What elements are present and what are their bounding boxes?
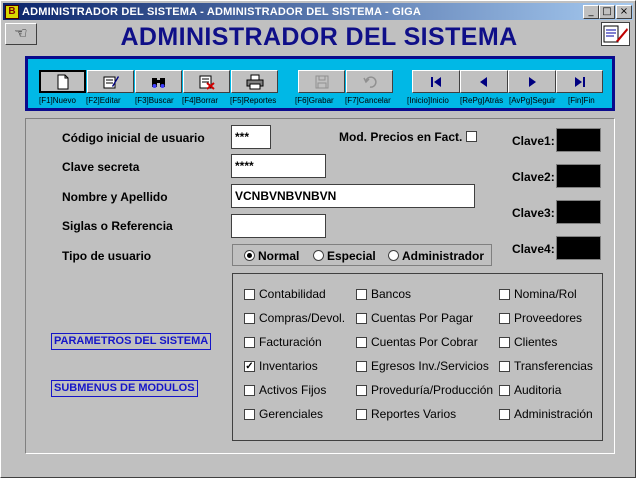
- borrar-label: [F4]Borrar: [182, 96, 219, 105]
- module-checkbox-inventarios[interactable]: ✓: [245, 361, 254, 372]
- last-record-icon: [572, 75, 588, 89]
- grabar-button[interactable]: [298, 70, 345, 93]
- parametros-sistema-button[interactable]: PARAMETROS DEL SISTEMA: [51, 333, 211, 350]
- buscar-label: [F3]Buscar: [135, 96, 174, 105]
- module-checkbox-reportes-varios[interactable]: [356, 409, 367, 420]
- module-label-auditoria: Auditoria: [514, 383, 562, 397]
- module-checkbox-contabilidad[interactable]: [244, 289, 255, 300]
- clave4-label: Clave4:: [512, 242, 555, 256]
- module-label-cuentas-por-pagar: Cuentas Por Pagar: [371, 311, 474, 325]
- delete-icon: [198, 74, 216, 90]
- module-checkbox-cuentas-por-pagar[interactable]: [356, 313, 367, 324]
- module-label-egresos: Egresos Inv./Servicios: [371, 359, 489, 373]
- cancelar-label: [F7]Cancelar: [345, 96, 391, 105]
- radio-normal-label: Normal: [258, 249, 300, 263]
- fin-label: [Fin]Fin: [568, 96, 595, 105]
- radio-normal[interactable]: [244, 250, 255, 261]
- module-checkbox-bancos[interactable]: [356, 289, 367, 300]
- module-checkbox-compras[interactable]: [244, 313, 255, 324]
- new-document-icon: [56, 74, 70, 90]
- clave3-field[interactable]: [556, 200, 601, 224]
- module-label-bancos: Bancos: [371, 287, 412, 301]
- codigo-label: Código inicial de usuario: [62, 131, 205, 145]
- window-title: ADMINISTRADOR DEL SISTEMA - ADMINISTRADOR DEL SISTEMA - GIGA: [22, 5, 422, 18]
- undo-icon: [362, 74, 378, 90]
- module-checkbox-cuentas-por-cobrar[interactable]: [356, 337, 367, 348]
- maximize-button[interactable]: □: [599, 5, 615, 19]
- inicio-button[interactable]: [412, 70, 460, 93]
- nuevo-label: [F1]Nuevo: [39, 96, 76, 105]
- buscar-button[interactable]: [135, 70, 182, 93]
- next-record-icon: [524, 75, 540, 89]
- module-label-nomina: Nomina/Rol: [514, 287, 577, 301]
- nombre-label: Nombre y Apellido: [62, 190, 168, 204]
- previous-record-icon: [476, 75, 492, 89]
- modules-group: [232, 273, 603, 441]
- module-checkbox-egresos[interactable]: [356, 361, 367, 372]
- fin-button[interactable]: [556, 70, 603, 93]
- module-label-reportes-varios: Reportes Varios: [371, 407, 457, 421]
- clave-secreta-input[interactable]: ****: [231, 154, 326, 178]
- inicio-label: [Inicio]Inicio: [407, 96, 449, 105]
- module-label-proveduria: Proveduría/Producción: [371, 383, 494, 397]
- atras-button[interactable]: [460, 70, 508, 93]
- module-label-gerenciales: Gerenciales: [259, 407, 324, 421]
- module-checkbox-proveduria[interactable]: [356, 385, 367, 396]
- module-label-contabilidad: Contabilidad: [259, 287, 326, 301]
- mod-precios-checkbox[interactable]: [466, 131, 477, 142]
- siglas-input[interactable]: [231, 214, 326, 238]
- module-label-cuentas-por-cobrar: Cuentas Por Cobrar: [371, 335, 478, 349]
- editar-label: [F2]Editar: [86, 96, 121, 105]
- module-checkbox-clientes[interactable]: [499, 337, 510, 348]
- binoculars-icon: [150, 74, 168, 90]
- cancelar-button[interactable]: [346, 70, 393, 93]
- toolbar: [25, 56, 615, 111]
- clave1-field[interactable]: [556, 128, 601, 152]
- module-label-transferencias: Transferencias: [514, 359, 593, 373]
- save-icon: [314, 74, 330, 90]
- reportes-label: [F5]Reportes: [230, 96, 277, 105]
- title-bar[interactable]: [3, 3, 633, 20]
- tipo-usuario-label: Tipo de usuario: [62, 249, 152, 263]
- minimize-button[interactable]: _: [583, 5, 599, 19]
- first-record-icon: [428, 75, 444, 89]
- edit-icon: [102, 74, 120, 90]
- seguir-button[interactable]: [508, 70, 556, 93]
- module-checkbox-nomina[interactable]: [499, 289, 510, 300]
- module-checkbox-gerenciales[interactable]: [244, 409, 255, 420]
- codigo-input[interactable]: ***: [231, 125, 271, 149]
- siglas-label: Siglas o Referencia: [62, 219, 173, 233]
- radio-administrador-label: Administrador: [402, 249, 485, 263]
- report-icon[interactable]: [601, 22, 630, 46]
- mod-precios-label: Mod. Precios en Fact.: [339, 130, 463, 144]
- clave-secreta-label: Clave secreta: [62, 160, 140, 174]
- module-label-facturacion: Facturación: [259, 335, 322, 349]
- clave1-label: Clave1:: [512, 134, 555, 148]
- grabar-label: [F6]Grabar: [295, 96, 334, 105]
- module-label-administracion: Administración: [514, 407, 593, 421]
- clave2-label: Clave2:: [512, 170, 555, 184]
- module-checkbox-facturacion[interactable]: [244, 337, 255, 348]
- page-title: ADMINISTRADOR DEL SISTEMA: [120, 23, 518, 51]
- borrar-button[interactable]: [183, 70, 230, 93]
- nuevo-button[interactable]: [39, 70, 86, 93]
- module-checkbox-activos-fijos[interactable]: [244, 385, 255, 396]
- module-label-inventarios: Inventarios: [259, 359, 318, 373]
- reportes-button[interactable]: [231, 70, 278, 93]
- clave3-label: Clave3:: [512, 206, 555, 220]
- module-label-compras: Compras/Devol.: [259, 311, 346, 325]
- radio-administrador[interactable]: [388, 250, 399, 261]
- hand-icon: ☜: [14, 24, 28, 42]
- close-button[interactable]: ×: [616, 5, 632, 19]
- nombre-input[interactable]: VCNBVNBVNBVN: [231, 184, 475, 208]
- module-checkbox-auditoria[interactable]: [499, 385, 510, 396]
- submenus-modulos-button[interactable]: SUBMENUS DE MODULOS: [51, 380, 198, 397]
- module-label-activos-fijos: Activos Fijos: [259, 383, 327, 397]
- clave2-field[interactable]: [556, 164, 601, 188]
- clave4-field[interactable]: [556, 236, 601, 260]
- editar-button[interactable]: [87, 70, 134, 93]
- module-checkbox-administracion[interactable]: [499, 409, 510, 420]
- module-checkbox-proveedores[interactable]: [499, 313, 510, 324]
- app-icon: B: [5, 5, 19, 19]
- atras-label: [RePg]Atrás: [460, 96, 504, 105]
- module-label-clientes: Clientes: [514, 335, 558, 349]
- module-label-proveedores: Proveedores: [514, 311, 583, 325]
- radio-especial[interactable]: [313, 250, 324, 261]
- radio-especial-label: Especial: [327, 249, 376, 263]
- module-checkbox-transferencias[interactable]: [499, 361, 510, 372]
- printer-icon: [246, 74, 264, 90]
- seguir-label: [AvPg]Seguir: [509, 96, 556, 105]
- tipo-usuario-group: [232, 244, 492, 266]
